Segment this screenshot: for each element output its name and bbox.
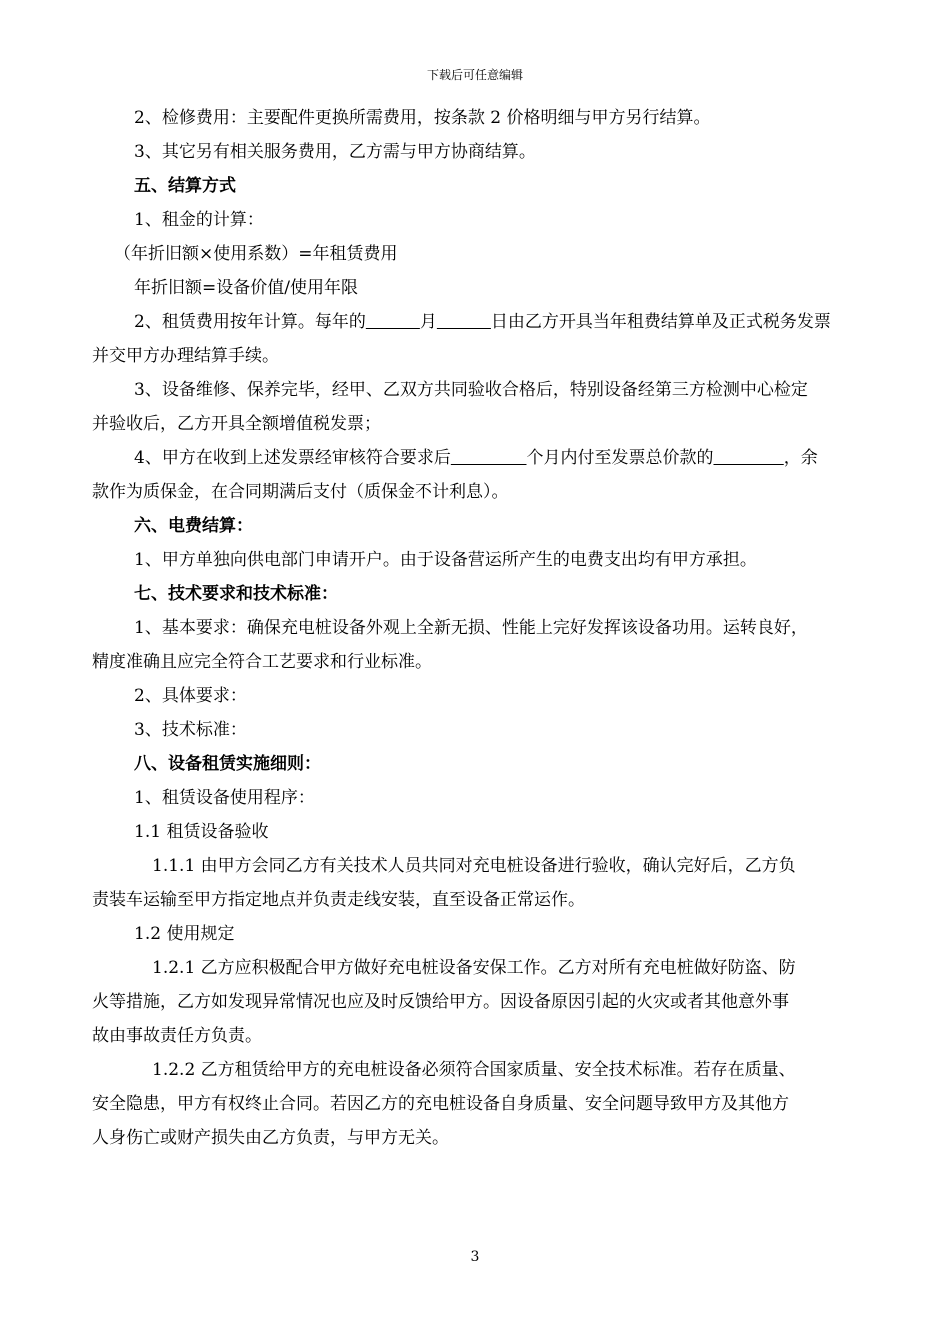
text-run: ，余 bbox=[783, 448, 818, 468]
text-run: 2、租赁费用按年计算。每年的 bbox=[134, 312, 366, 332]
paragraph: 款作为质保金，在合同期满后支付（质保金不计利息）。 bbox=[92, 482, 509, 502]
paragraph: 并交甲方办理结算手续。 bbox=[92, 346, 279, 366]
paragraph: 安全隐患，甲方有权终止合同。若因乙方的充电桩设备自身质量、安全问题导致甲方及其他方 bbox=[92, 1094, 789, 1114]
text-run: 月 bbox=[419, 312, 437, 332]
paragraph: 3、其它另有相关服务费用，乙方需与甲方协商结算。 bbox=[134, 142, 536, 162]
text-run: 日由乙方开具当年租费结算单及正式税务发票 bbox=[490, 312, 831, 332]
section-heading: 六、电费结算： bbox=[134, 516, 253, 536]
paragraph: 火等措施，乙方如发现异常情况也应及时反馈给甲方。因设备原因引起的火灾或者其他意外事 bbox=[92, 992, 789, 1012]
paragraph: 2、具体要求： bbox=[134, 686, 247, 706]
paragraph: 1.2.2 乙方租赁给甲方的充电桩设备必须符合国家质量、安全技术标准。若存在质量、 bbox=[152, 1060, 796, 1080]
blank-field bbox=[366, 312, 420, 332]
page-header-note: 下载后可任意编辑 bbox=[426, 68, 523, 82]
paragraph: 2、检修费用：主要配件更换所需费用，按条款 2 价格明细与甲方另行结算。 bbox=[134, 108, 711, 128]
subsection-heading: 1.1 租赁设备验收 bbox=[134, 822, 269, 842]
blank-field bbox=[437, 312, 491, 332]
page-number: 3 bbox=[470, 1249, 480, 1265]
paragraph: 1.2.1 乙方应积极配合甲方做好充电桩设备安保工作。乙方对所有充电桩做好防盗、防 bbox=[152, 958, 796, 978]
paragraph: 故由事故责任方负责。 bbox=[92, 1026, 262, 1046]
paragraph bbox=[92, 305, 892, 339]
section-heading: 八、设备租赁实施细则： bbox=[134, 754, 321, 774]
document-body bbox=[92, 101, 892, 1155]
paragraph: 3、技术标准： bbox=[134, 720, 247, 740]
blank-field bbox=[713, 448, 783, 468]
paragraph: 1、基本要求：确保充电桩设备外观上全新无损、性能上完好发挥该设备功用。运转良好， bbox=[134, 618, 808, 638]
text-run: 4、甲方在收到上述发票经审核符合要求后 bbox=[134, 448, 451, 468]
paragraph: 精度准确且应完全符合工艺要求和行业标准。 bbox=[92, 652, 432, 672]
paragraph: 1、甲方单独向供电部门申请开户。由于设备营运所产生的电费支出均有甲方承担。 bbox=[134, 550, 757, 570]
section-heading: 五、结算方式 bbox=[134, 176, 236, 196]
paragraph: 并验收后，乙方开具全额增值税发票； bbox=[92, 414, 381, 434]
paragraph: 3、设备维修、保养完毕，经甲、乙双方共同验收合格后，特别设备经第三方检测中心检定 bbox=[134, 380, 808, 400]
blank-field bbox=[451, 448, 527, 468]
formula-line: （年折旧额×使用系数）=年租赁费用 bbox=[114, 244, 398, 264]
paragraph: 人身伤亡或财产损失由乙方负责，与甲方无关。 bbox=[92, 1128, 449, 1148]
paragraph: 1、租赁设备使用程序： bbox=[134, 788, 315, 808]
paragraph bbox=[92, 441, 892, 475]
subsection-heading: 1.2 使用规定 bbox=[134, 924, 235, 944]
paragraph: 1.1.1 由甲方会同乙方有关技术人员共同对充电桩设备进行验收，确认完好后，乙方负 bbox=[152, 856, 796, 876]
paragraph: 1、租金的计算： bbox=[134, 210, 264, 230]
text-run: 个月内付至发票总价款的 bbox=[526, 448, 714, 468]
paragraph: 责装车运输至甲方指定地点并负责走线安装，直至设备正常运作。 bbox=[92, 890, 585, 910]
formula-line: 年折旧额=设备价值/使用年限 bbox=[134, 278, 358, 298]
section-heading: 七、技术要求和技术标准： bbox=[134, 584, 338, 604]
